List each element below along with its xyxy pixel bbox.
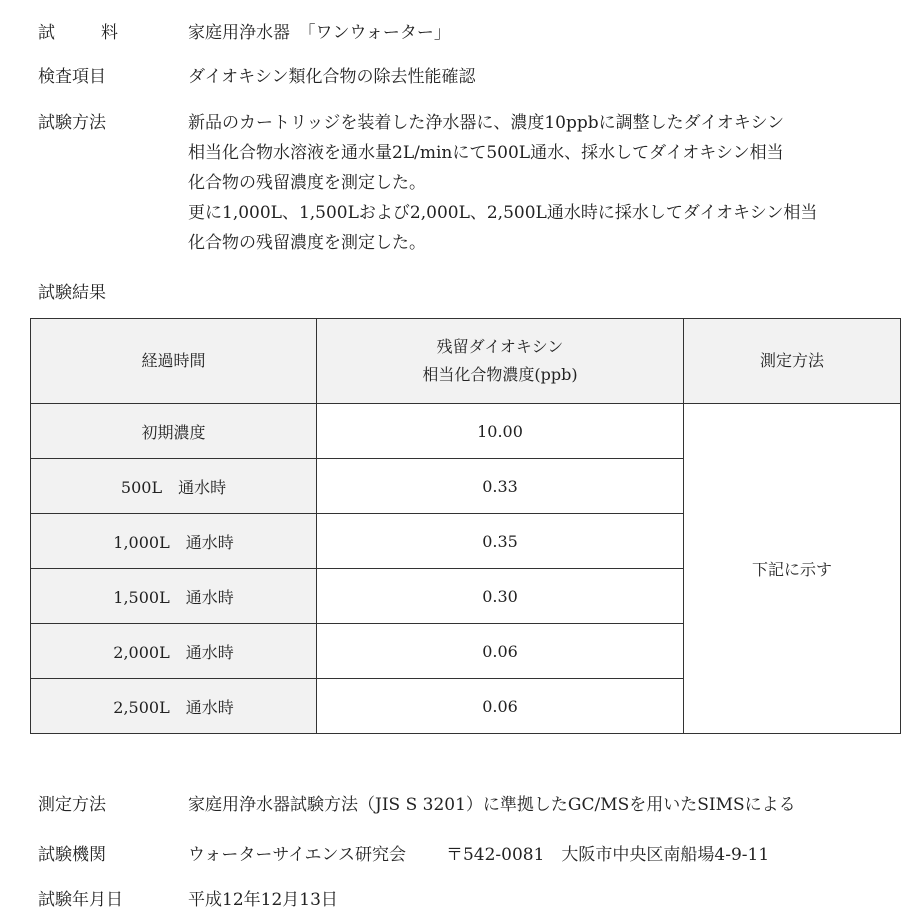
test-method-text xyxy=(188,108,898,258)
method-line: 化合物の残留濃度を測定した。 xyxy=(188,173,426,193)
test-item-label: 検査項目 xyxy=(38,67,106,87)
table-row xyxy=(31,404,901,459)
test-date-row xyxy=(38,885,898,915)
measurement-method-value: 家庭用浄水器試験方法（JIS S 3201）に準拠したGC/MSを用いたSIMSによる xyxy=(188,795,796,815)
value-cell: 0.35 xyxy=(317,514,684,569)
testing-lab-value xyxy=(188,840,898,870)
results-heading: 試験結果 xyxy=(38,283,106,303)
test-date-value: 平成12年12月13日 xyxy=(188,890,338,910)
test-method-label: 試験方法 xyxy=(38,113,106,133)
measurement-method-row xyxy=(38,790,898,820)
method-line: 相当化合物水溶液を通水量2L/minにて500L通水、採水してダイオキシン相当 xyxy=(188,143,784,163)
header-concentration: 残留ダイオキシン 相当化合物濃度(ppb) xyxy=(317,319,684,404)
method-line: 新品のカートリッジを装着した浄水器に、濃度10ppbに調整したダイオキシン xyxy=(188,113,785,133)
testing-lab-label: 試験機関 xyxy=(38,845,106,865)
time-cell: 初期濃度 xyxy=(31,404,317,459)
time-cell: 1,000L 通水時 xyxy=(31,514,317,569)
test-item-row xyxy=(38,62,898,92)
lab-address: 〒542-0081 大阪市中央区南船場4-9-11 xyxy=(445,845,770,865)
time-cell: 2,000L 通水時 xyxy=(31,624,317,679)
time-cell: 1,500L 通水時 xyxy=(31,569,317,624)
sample-value: 家庭用浄水器 「ワンウォーター」 xyxy=(188,23,451,43)
results-table xyxy=(30,318,901,734)
sample-label: 試 料 xyxy=(38,23,118,43)
test-date-label: 試験年月日 xyxy=(38,890,123,910)
test-item-value: ダイオキシン類化合物の除去性能確認 xyxy=(188,67,476,87)
value-cell: 0.06 xyxy=(317,624,684,679)
value-cell: 0.06 xyxy=(317,679,684,734)
testing-lab-row xyxy=(38,840,898,870)
sample-row xyxy=(38,18,898,48)
test-method-row xyxy=(38,108,898,258)
method-line: 化合物の残留濃度を測定した。 xyxy=(188,233,426,253)
lab-name: ウォーターサイエンス研究会 xyxy=(188,845,406,865)
time-cell: 500L 通水時 xyxy=(31,459,317,514)
table-header-row xyxy=(31,319,901,404)
method-line: 更に1,000L、1,500Lおよび2,000L、2,500L通水時に採水してダイオキシン相当 xyxy=(188,203,818,223)
measurement-method-label: 測定方法 xyxy=(38,795,106,815)
value-cell: 0.33 xyxy=(317,459,684,514)
method-cell: 下記に示す xyxy=(684,404,901,734)
time-cell: 2,500L 通水時 xyxy=(31,679,317,734)
header-elapsed-time: 経過時間 xyxy=(31,319,317,404)
value-cell: 0.30 xyxy=(317,569,684,624)
value-cell: 10.00 xyxy=(317,404,684,459)
header-measurement-method: 測定方法 xyxy=(684,319,901,404)
